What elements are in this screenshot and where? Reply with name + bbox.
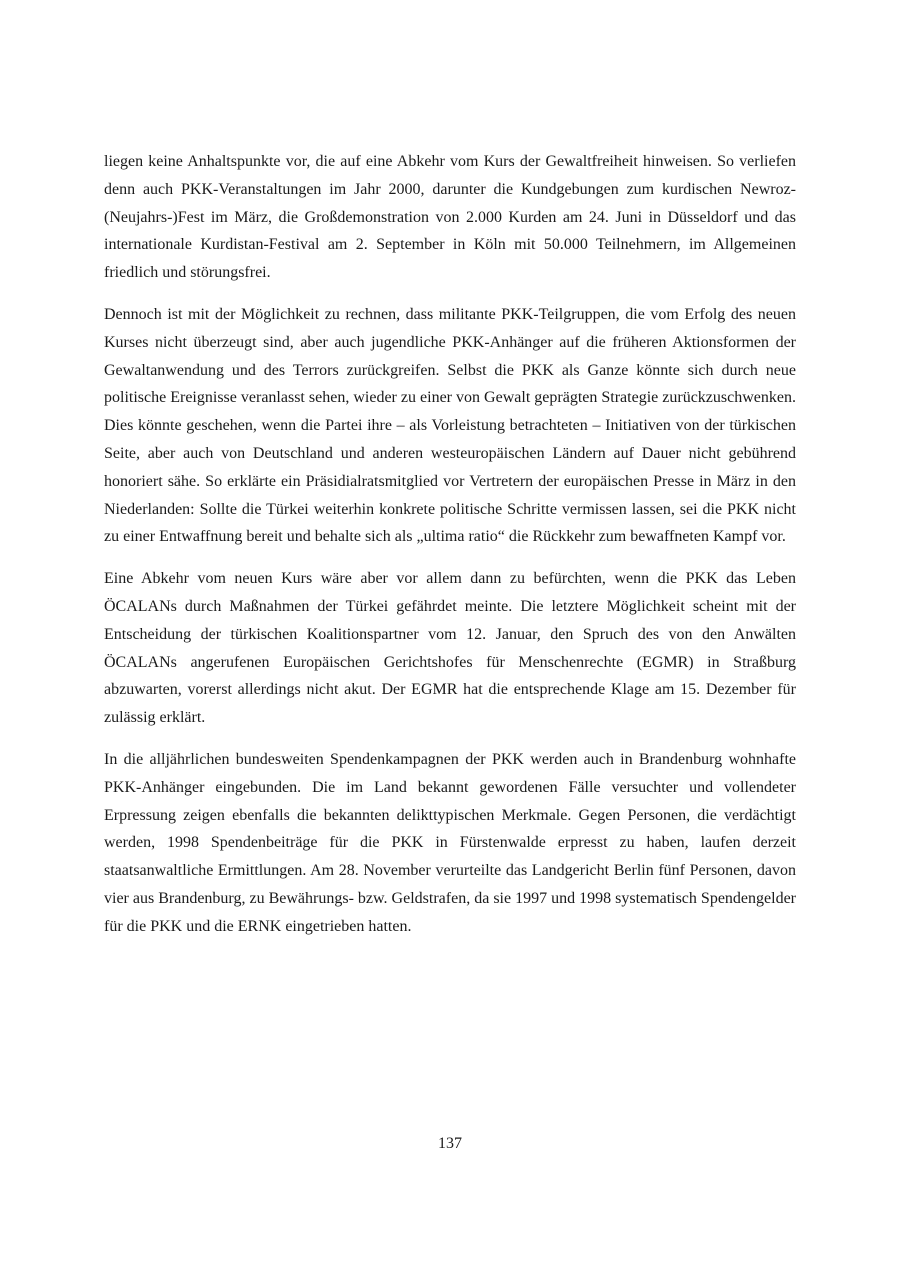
paragraph-4: In die alljährlichen bundesweiten Spendenkampagnen der PKK werden auch in Brandenburg wohnhafte PKK-Anhänger eingebunden. Die im Land bekannt gewordenen Fälle versuchter und vollendeter Erpressung zeigen ebenfalls die bekannten delikttypischen Merkmale. Gegen Personen, die verdächtigt werden, 1998 Spendenbeiträge für die PKK in Fürstenwalde erpresst zu haben, laufen derzeit staatsanwaltliche Ermittlungen. Am 28. November verurteilte das Landgericht Berlin fünf Personen, davon vier aus Brandenburg, zu Bewährungs- bzw. Geldstrafen, da sie 1997 und 1998 systematisch Spendengelder für die PKK und die ERNK eingetrieben hatten. bbox=[104, 750, 796, 935]
paragraph-3: Eine Abkehr vom neuen Kurs wäre aber vor allem dann zu befürchten, wenn die PKK das Leben ÖCALANs durch Maßnahmen der Türkei gefährdet meinte. Die letztere Möglichkeit scheint mit der Entscheidung der türkischen Koalitionspartner vom 12. Januar, den Spruch des von den Anwälten ÖCALANs angerufenen Europäischen Gerichtshofes für Menschenrechte (EGMR) in Straßburg abzuwarten, vorerst allerdings nicht akut. Der EGMR hat die entsprechende Klage am 15. Dezember für zulässig erklärt. bbox=[104, 570, 796, 727]
page-number: 137 bbox=[438, 1135, 462, 1152]
paragraph-2: Dennoch ist mit der Möglichkeit zu rechnen, dass militante PKK-Teilgruppen, die vom Erfolg des neuen Kurses nicht überzeugt sind, aber auch jugendliche PKK-Anhänger auf die früheren Aktionsformen der Gewaltanwendung und des Terrors zurückgreifen. Selbst die PKK als Ganze könnte sich durch neue politische Ereignisse veranlasst sehen, wieder zu einer von Gewalt geprägten Strategie zurückzuschwenken. Dies könnte geschehen, wenn die Partei ihre – als Vorleistung betrachteten – Initiativen von der türkischen Seite, aber auch von Deutschland und anderen westeuropäischen Ländern auf Dauer nicht gebührend honoriert sähe. So erklärte ein Präsidialratsmitglied vor Vertretern der europäischen Presse in März in den Niederlanden: Sollte die Türkei weiterhin konkrete politische Schritte vermissen lassen, sei die PKK nicht zu einer Entwaffnung bereit und behalte sich als „ultima ratio“ die Rückkehr zum bewaffneten Kampf vor. bbox=[104, 305, 796, 546]
page-body bbox=[104, 148, 796, 955]
paragraph-1: liegen keine Anhaltspunkte vor, die auf eine Abkehr vom Kurs der Gewaltfreiheit hinweisen. So verliefen denn auch PKK-Veranstaltungen im Jahr 2000, darunter die Kundgebungen zum kurdischen Newroz-(Neujahrs-)Fest im März, die Großdemonstration von 2.000 Kurden am 24. Juni in Düsseldorf und das internationale Kurdistan-Festival am 2. September in Köln mit 50.000 Teilnehmern, im Allgemeinen friedlich und störungsfrei. bbox=[104, 153, 796, 282]
